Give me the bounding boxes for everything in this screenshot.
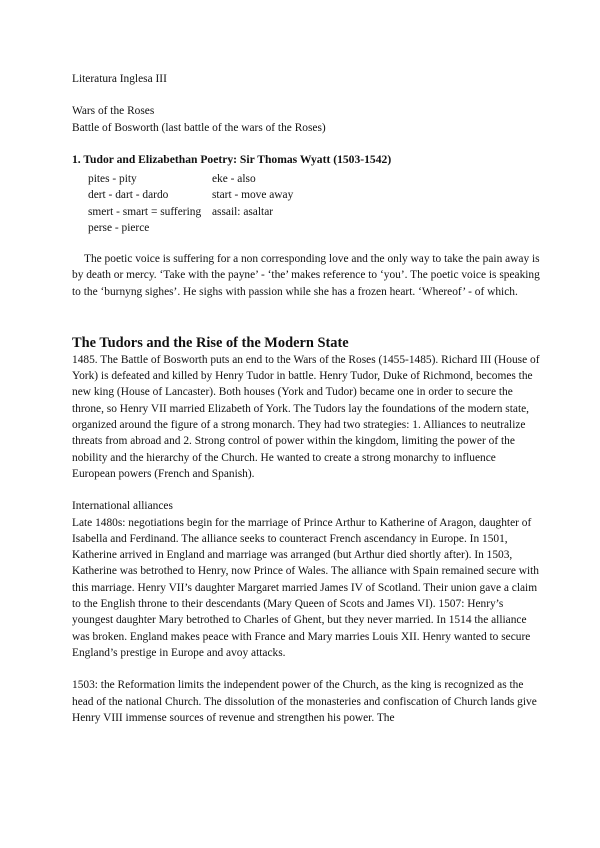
spacer	[72, 87, 540, 103]
vocab-term: eke - also	[212, 172, 256, 185]
poetry-paragraph: The poetic voice is suffering for a non corresponding love and the only way to take the pain away is by death or mercy. ‘Take with the payne’ - ‘the’ makes reference to ‘you’. The poetic voice is speaking to the ‘burnyng sighes’. He sighs with passion while she has a frozen heart. ‘Whereof’ - of which.	[72, 253, 540, 298]
spacer	[72, 482, 540, 498]
spacer	[72, 300, 540, 334]
vocab-term: perse - pierce	[88, 222, 150, 235]
section-heading-alliances: International alliances	[72, 500, 173, 513]
alliances-paragraph: Late 1480s: negotiations begin for the marriage of Prince Arthur to Katherine of Aragon, daughter of Isabella and Ferdinand. The alliance seeks to counteract French ascendancy in Europe. In 1501, Katherine arrived in England and marriage was arranged (but Arthur died shortly after). In 1503, Katherine was betrothed to Henry, now Prince of Wales. The alliance with Spain remained secure with this marriage. Henry VII’s daughter Margaret married James IV of Scotland. Their union gave a claim to the English throne to their descendants (Mary Queen of Scots and James VI). 1507: Henry’s youngest daughter Mary betrothed to Charles of Ghent, but they never married. In 1514 the alliance was broken. England makes peace with France and Mary marries Louis XII. Henry wanted to secure England’s prestige in Europe and avoy attacks.	[72, 516, 540, 659]
topic-line-1: Wars of the Roses	[72, 105, 155, 118]
vocab-term: dert - dart - dardo	[88, 189, 169, 202]
course-title: Literatura Inglesa III	[72, 73, 167, 85]
spacer	[72, 237, 540, 251]
vocab-row	[72, 171, 540, 188]
vocab-term: assail: asaltar	[212, 205, 274, 218]
section-heading-tudors: The Tudors and the Rise of the Modern State	[72, 334, 349, 351]
tudors-paragraph: 1485. The Battle of Bosworth puts an end to the Wars of the Roses (1455-1485). Richard III (House of York) is defeated and killed by Henry Tudor in battle. Henry Tudor, Duke of Richmond, becomes the new king (House of Lancaster). Both houses (York and Tudor) became one in order to secure the throne, so Henry VII married Elizabeth of York. The Tudors lay the foundations of the modern state, organized around the figure of a strong monarch. They had two strategies: 1. Alliances to neutralize threats from abroad and 2. Strong control of power within the kingdom, limiting the power of the nobility and the hierarchy of the Church. He wanted to create a strong monarchy to influence European powers (French and Spanish).	[72, 353, 540, 480]
vocab-row	[72, 204, 540, 221]
reformation-paragraph: 1503: the Reformation limits the independent power of the Church, as the king is recognized as the head of the national Church. The dissolution of the monasteries and confiscation of Church lands give Henry VIII immense sources of revenue and strengthen his power. The	[72, 679, 537, 724]
vocab-term: start - move away	[212, 189, 294, 202]
vocab-row	[72, 220, 540, 237]
vocab-term: pites - pity	[88, 172, 137, 185]
section-heading-poetry: 1. Tudor and Elizabethan Poetry: Sir Thomas Wyatt (1503-1542)	[72, 153, 392, 167]
spacer	[72, 661, 540, 677]
vocabulary-list	[72, 171, 540, 237]
spacer	[72, 136, 540, 152]
vocab-term: smert - smart = suffering	[88, 205, 202, 218]
topic-line-2: Battle of Bosworth (last battle of the wars of the Roses)	[72, 121, 326, 134]
vocab-row	[72, 187, 540, 204]
